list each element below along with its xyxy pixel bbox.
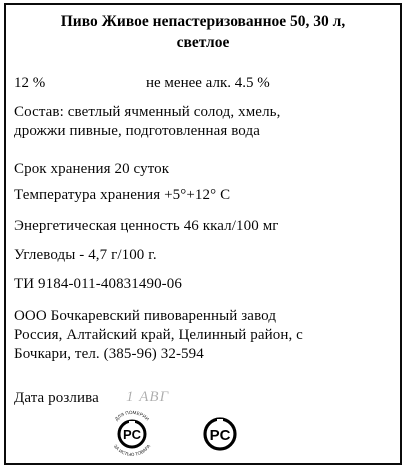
pct-mark-right-svg	[194, 410, 246, 456]
pct-certification-mark-icon	[194, 410, 246, 456]
shelf-life: Срок хранения 20 суток	[14, 161, 170, 177]
product-title-continued: светлое	[176, 34, 230, 51]
producer-line-2: Россия, Алтайский край, Целинный район, с	[14, 327, 303, 343]
carbohydrates: Углеводы - 4,7 г/100 г.	[14, 247, 157, 263]
density-value: 12 %	[14, 75, 46, 91]
pct-certification-mark-icon	[106, 410, 158, 456]
energy-value: Энергетическая ценность 46 ккал/100 мг	[14, 218, 279, 234]
storage-temperature: Температура хранения +5°+12° С	[14, 187, 231, 203]
mark-caption-bottom: ЗА ИСТЬЮ ТОВАРА	[112, 443, 152, 456]
product-title: Пиво Живое непастеризованное 50, 30 л,	[60, 13, 346, 30]
composition-line-1: Состав: светлый ячменный солод, хмель,	[14, 104, 281, 120]
composition-line-2: дрожжи пивные, подготовленная вода	[14, 123, 260, 139]
beer-label	[4, 3, 402, 465]
svg-text:ЗА ИСТЬЮ ТОВАРА	[113, 443, 152, 456]
alcohol-value: не менее алк. 4.5 %	[146, 75, 270, 91]
svg-text:PC: PC	[122, 427, 142, 442]
mark-caption-top: ДЛЯ ПОМЕРИИ	[113, 410, 151, 422]
bottling-date-stamp: 1 АВГ	[126, 389, 170, 405]
technical-spec: ТИ 9184-011-40831490-06	[14, 276, 182, 292]
pct-mark-left-svg	[106, 410, 158, 456]
producer-line-1: ООО Бочкаревский пивоваренный завод	[14, 308, 277, 324]
svg-text:PC: PC	[209, 427, 231, 444]
producer-line-3: Бочкари, тел. (385-96) 32-594	[14, 346, 204, 362]
bottling-date-label: Дата розлива	[14, 390, 99, 406]
